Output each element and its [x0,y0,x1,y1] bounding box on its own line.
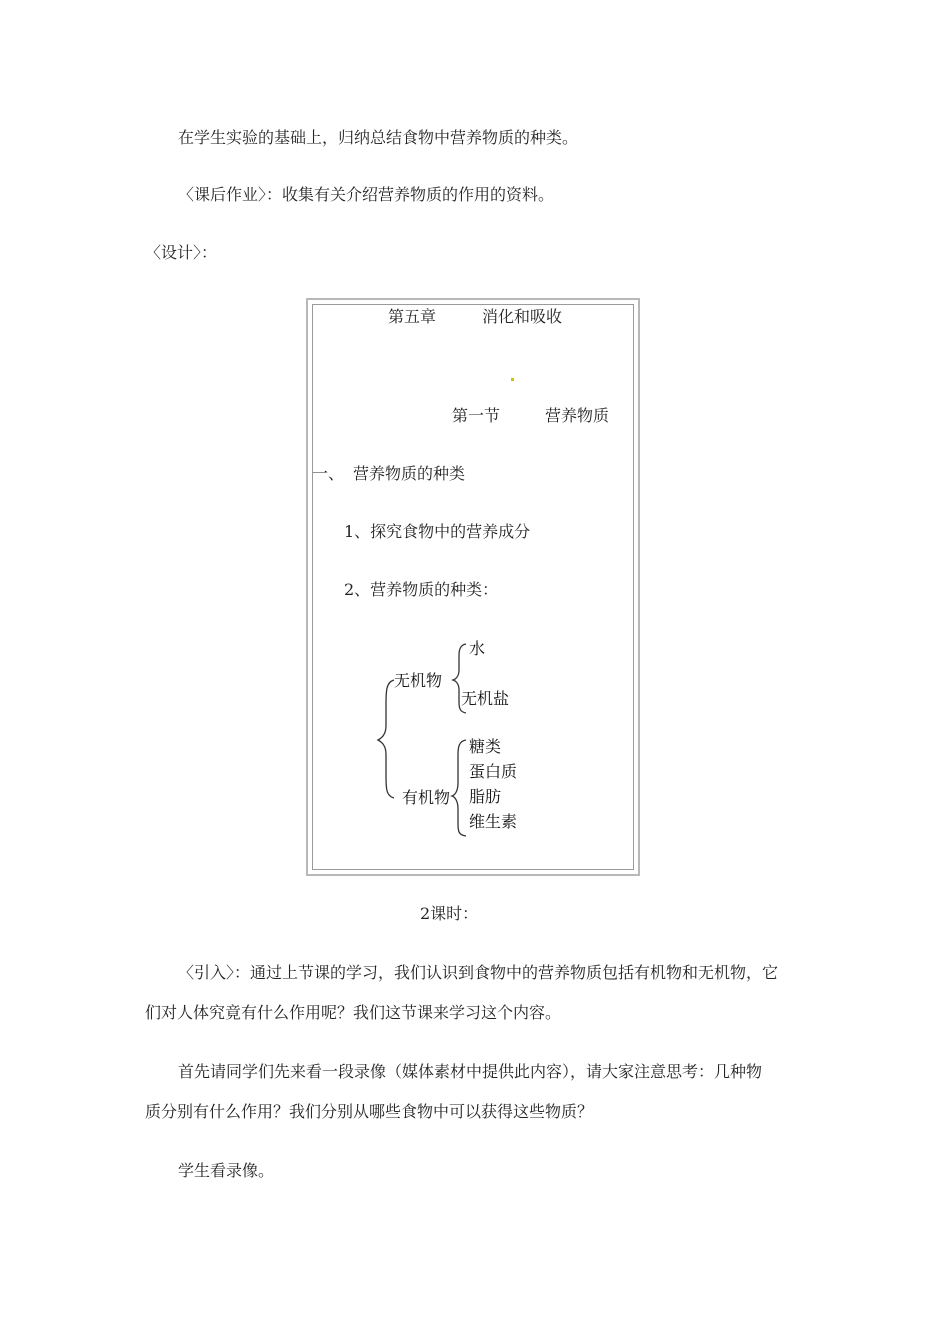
vitamin-label: 维生素 [469,812,518,831]
heading-text: 营养物质的种类 [353,464,466,483]
sugar-label: 糖类 [469,737,502,756]
paragraph-design-label: 〈设计〉： [145,243,218,262]
chapter-number: 第五章 [388,307,437,326]
fat-label: 脂肪 [469,787,502,806]
section-title: 营养物质 [545,406,610,425]
paragraph-watch-video: 学生看录像。 [178,1161,275,1180]
paragraph-lesson-count: 2课时： [420,904,479,923]
section-number: 第一节 [452,406,501,425]
chapter-title: 消化和吸收 [482,307,563,326]
list-item-types: 2、营养物质的种类： [344,580,499,599]
paragraph-intro-line2: 们对人体究竟有什么作用呢？我们这节课来学习这个内容。 [145,1003,562,1022]
paragraph-video-line2: 质分别有什么作用？我们分别从哪些食物中可以获得这些物质？ [145,1102,594,1121]
blackboard-design-box [306,298,640,876]
paragraph-intro-line1: 〈引入〉：通过上节课的学习，我们认识到食物中的营养物质包括有机物和无机物，它 [178,963,779,982]
inorganic-label: 无机物 [394,671,443,690]
paragraph-summary: 在学生实验的基础上，归纳总结食物中营养物质的种类。 [178,128,579,147]
paragraph-homework: 〈课后作业〉：收集有关介绍营养物质的作用的资料。 [178,185,555,204]
list-item-explore: 1、探究食物中的营养成分 [344,522,531,541]
paragraph-video-line1: 首先请同学们先来看一段录像（媒体素材中提供此内容），请大家注意思考：几种物 [178,1062,763,1081]
protein-label: 蛋白质 [469,762,518,781]
organic-label: 有机物 [402,788,451,807]
salt-label: 无机盐 [461,689,510,708]
heading-mark: 一、 [312,464,345,483]
main-brace [378,680,394,798]
water-label: 水 [469,639,486,658]
organic-brace [452,740,466,836]
